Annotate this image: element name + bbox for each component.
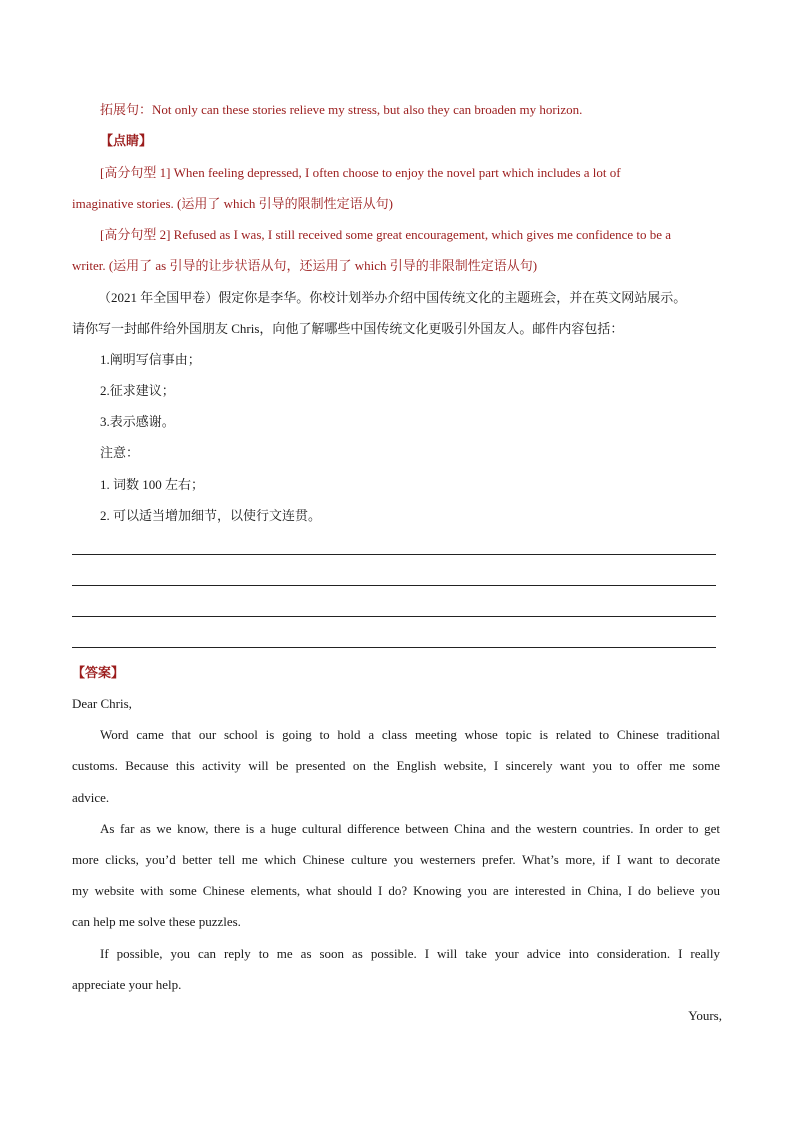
task-item-2: 2.征求建议； [100, 383, 175, 398]
letter-p2-line2: more clicks, you’d better tell me which Chinese culture you westerners prefer. What’s more, if I want to decorate [72, 852, 720, 867]
tip-heading: 【点睛】 [100, 133, 153, 148]
extension-text: Not only can these stories relieve my stress, but also they can broaden my horizon. [152, 102, 583, 117]
extension-label: 拓展句： [100, 102, 153, 117]
task-note-1: 1. 词数 100 左右； [100, 477, 205, 492]
letter-greeting: Dear Chris, [72, 696, 132, 711]
answer-heading: 【答案】 [72, 665, 125, 680]
task-notes-label: 注意： [100, 445, 140, 460]
task-item-1: 1.阐明写信事由； [100, 352, 201, 367]
task-note-2: 2. 可以适当增加细节，以使行文连贯。 [100, 508, 322, 523]
task-intro-line1: （2021 年全国甲卷）假定你是李华。你校计划举办介绍中国传统文化的主题班会，并在英文网站展示。 [98, 290, 687, 305]
letter-p1-line3: advice. [72, 790, 110, 805]
tip1-line2: imaginative stories. (运用了 which 引导的限制性定语从句) [72, 196, 393, 211]
tip2-line2: writer. (运用了 as 引导的让步状语从句，还运用了 which 引导的非限制性定语从句) [72, 258, 538, 273]
extension-sentence [100, 101, 722, 119]
letter-p2-line3: my website with some Chinese elements, what should I do? Knowing you are interested in China, I do believe you [72, 883, 720, 898]
letter-p3-line2: appreciate your help. [72, 977, 182, 992]
writing-line [72, 616, 716, 617]
letter-p2-line1: As far as we know, there is a huge cultural difference between China and the western countries. In order to get [100, 821, 720, 836]
writing-line [72, 647, 716, 648]
task-item-3: 3.表示感谢。 [100, 414, 175, 429]
letter-p3-line1: If possible, you can reply to me as soon as possible. I will take your advice into consideration. I really [100, 946, 720, 961]
tip2-line1: [高分句型 2] Refused as I was, I still received some great encouragement, which gives me confidence to be a [100, 227, 672, 242]
tip1-line1: [高分句型 1] When feeling depressed, I often choose to enjoy the novel part which includes a lot of [100, 165, 621, 180]
letter-p2-line4: can help me solve these puzzles. [72, 914, 241, 929]
task-intro-line2: 请你写一封邮件给外国朋友 Chris，向他了解哪些中国传统文化更吸引外国友人。邮件内容包括： [72, 321, 624, 336]
writing-line [72, 554, 716, 555]
writing-line [72, 585, 716, 586]
letter-closing: Yours, [688, 1008, 722, 1023]
letter-p1-line1: Word came that our school is going to hold a class meeting whose topic is related to Chinese traditional [100, 727, 720, 742]
letter-p1-line2: customs. Because this activity will be presented on the English website, I sincerely want you to offer me some [72, 758, 720, 773]
